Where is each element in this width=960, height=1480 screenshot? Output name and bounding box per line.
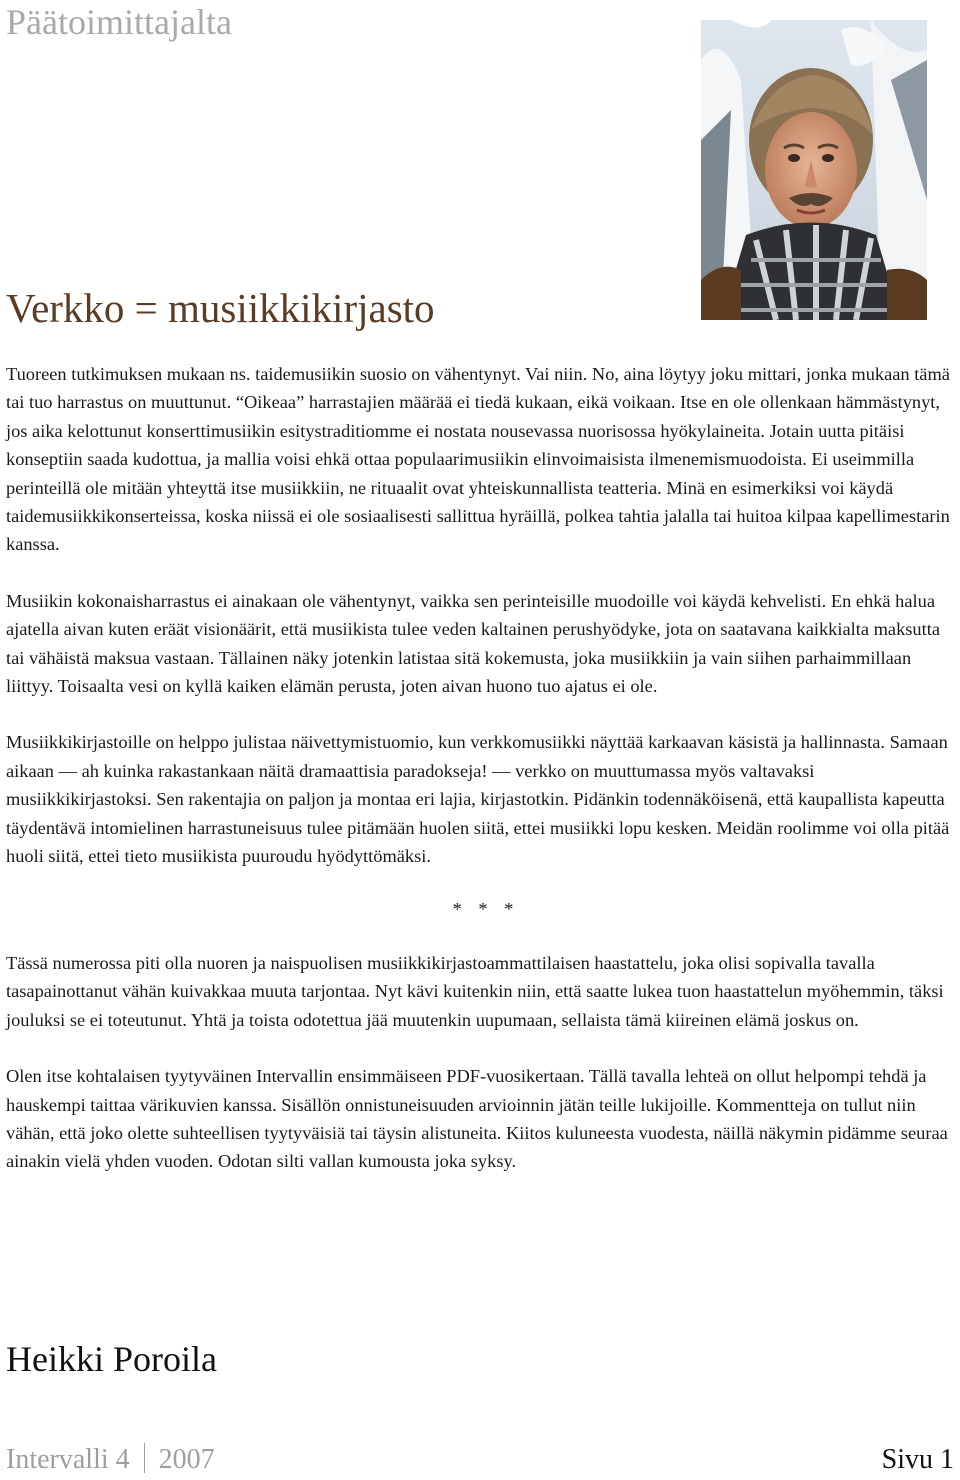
paragraph: Tuoreen tutkimuksen mukaan ns. taidemusiikin suosio on vähentynyt. Vai niin. No, aina löytyy joku mittari, jonka mukaan tämä tai tuo harrastus on muuttunut. “Oikeaa” harrastajien määrää ei tiedä kukaan, eikä voikaan. Itse en ole ollenkaan hämmästynyt, jos aika kelottunut konserttimusiikin esitystraditiomme ei nostata nousevassa nuorisossa hyökylaineita. Jotain uutta pitäisi konseptiin saada kudottua, ja mallia voisi ehkä ottaa populaarimusiikin elinvoimaisista ilmenemismuodoista. Ei useimmilla perinteillä ole mitään yhteyttä itse musiikkiin, ne rituaalit ovat yhteiskunnallista teatteria. Minä en esimerkiksi voi käydä taidemusiikkikonserteissa, koska niissä ei ole sosiaalisesti sallittua hyräillä, polkea tahtia jalalla tai huitoa kilpaa kapellimestarin kanssa. (6, 364, 950, 555)
publication-year: 2007 (158, 1444, 215, 1475)
article-title: Verkko = musiikkikirjasto (6, 285, 435, 331)
footer-issue (6, 1440, 215, 1480)
footer-divider (144, 1443, 145, 1473)
publication-name: Intervalli 4 (6, 1444, 130, 1475)
author-portrait-icon (701, 20, 927, 320)
paragraph: Tässä numerossa piti olla nuoren ja naispuolisen musiikkikirjastoammattilaisen haastattelu, joka olisi sopivalla tavalla tasapainottanut vähän kuivakkaa muuta tarjontaa. Nyt kävi kuitenkin niin, että saatte lukea tuon haastattelun myöhemmin, täksi jouluksi se ei toteutunut. Yhtä ja toista odotettua jää muutenkin uupumaan, sellaista tämä kiireinen elämä joskus on. (6, 952, 944, 1030)
article-body (6, 360, 956, 1204)
section-separator: * * * (452, 898, 520, 919)
paragraph: Musiikin kokonaisharrastus ei ainakaan ole vähentynyt, vaikka sen perinteisille muodoille voi käydä kehvelisti. En ehkä halua ajatella aivan kuten eräät visionäärit, että musiikista tulee veden kaltainen perushyödyke, jota on saatavana kaikkialta maksutta tai vähäistä maksua vastaan. Tällainen näky jotenkin latistaa sitä kokemusta, joka musiikkiin ja vain siihen parhaimmillaan liittyy. Toisaalta vesi on kyllä kaiken elämän perusta, joten aivan huono tuo ajatus ei ole. (6, 590, 941, 697)
paragraph: Olen itse kohtalaisen tyytyväinen Intervallin ensimmäiseen PDF-vuosikertaan. Tällä tavalla lehteä on ollut helpompi tehdä ja hauskempi taittaa värikuvien kanssa. Sisällön onnistuneisuuden arvioinnin jätän teille lukijoille. Kommentteja on tullut niin vähän, että joko olette suhteellisen tyytyväisiä tai täysin alistuneita. Kiitos kuluneesta vuodesta, näillä näkymin pidämme seuraa ainakin vielä yhden vuoden. Odotan silti vallan kumousta joka syksy. (6, 1066, 948, 1172)
page-number: Sivu 1 (881, 1444, 954, 1475)
author-signature: Heikki Poroila (6, 1339, 217, 1379)
author-photo (701, 20, 927, 320)
paragraph: Musiikkikirjastoille on helppo julistaa näivettymistuomio, kun verkkomusiikki näyttää karkaavan käsistä ja hallinnasta. Samaan aikaan — ah kuinka rakastankaan näitä dramaattisia paradokseja! — verkko on muuttumassa myös valtavaksi musiikkikirjastoksi. Sen rakentajia on paljon ja montaa eri lajia, kirjastotkin. Pidänkin todennäköisenä, että kaupallista kapeutta täydentävä intomielinen harrastuneisuus tulee pitämään huolen siitä, ettei musiikki lopu kesken. Meidän roolimme voi olla pitää huoli siitä, ettei tieto musiikista puuroudu hyödyttömäksi. (6, 732, 950, 867)
section-label: Päätoimittajalta (6, 2, 232, 42)
page-footer (6, 1440, 954, 1480)
